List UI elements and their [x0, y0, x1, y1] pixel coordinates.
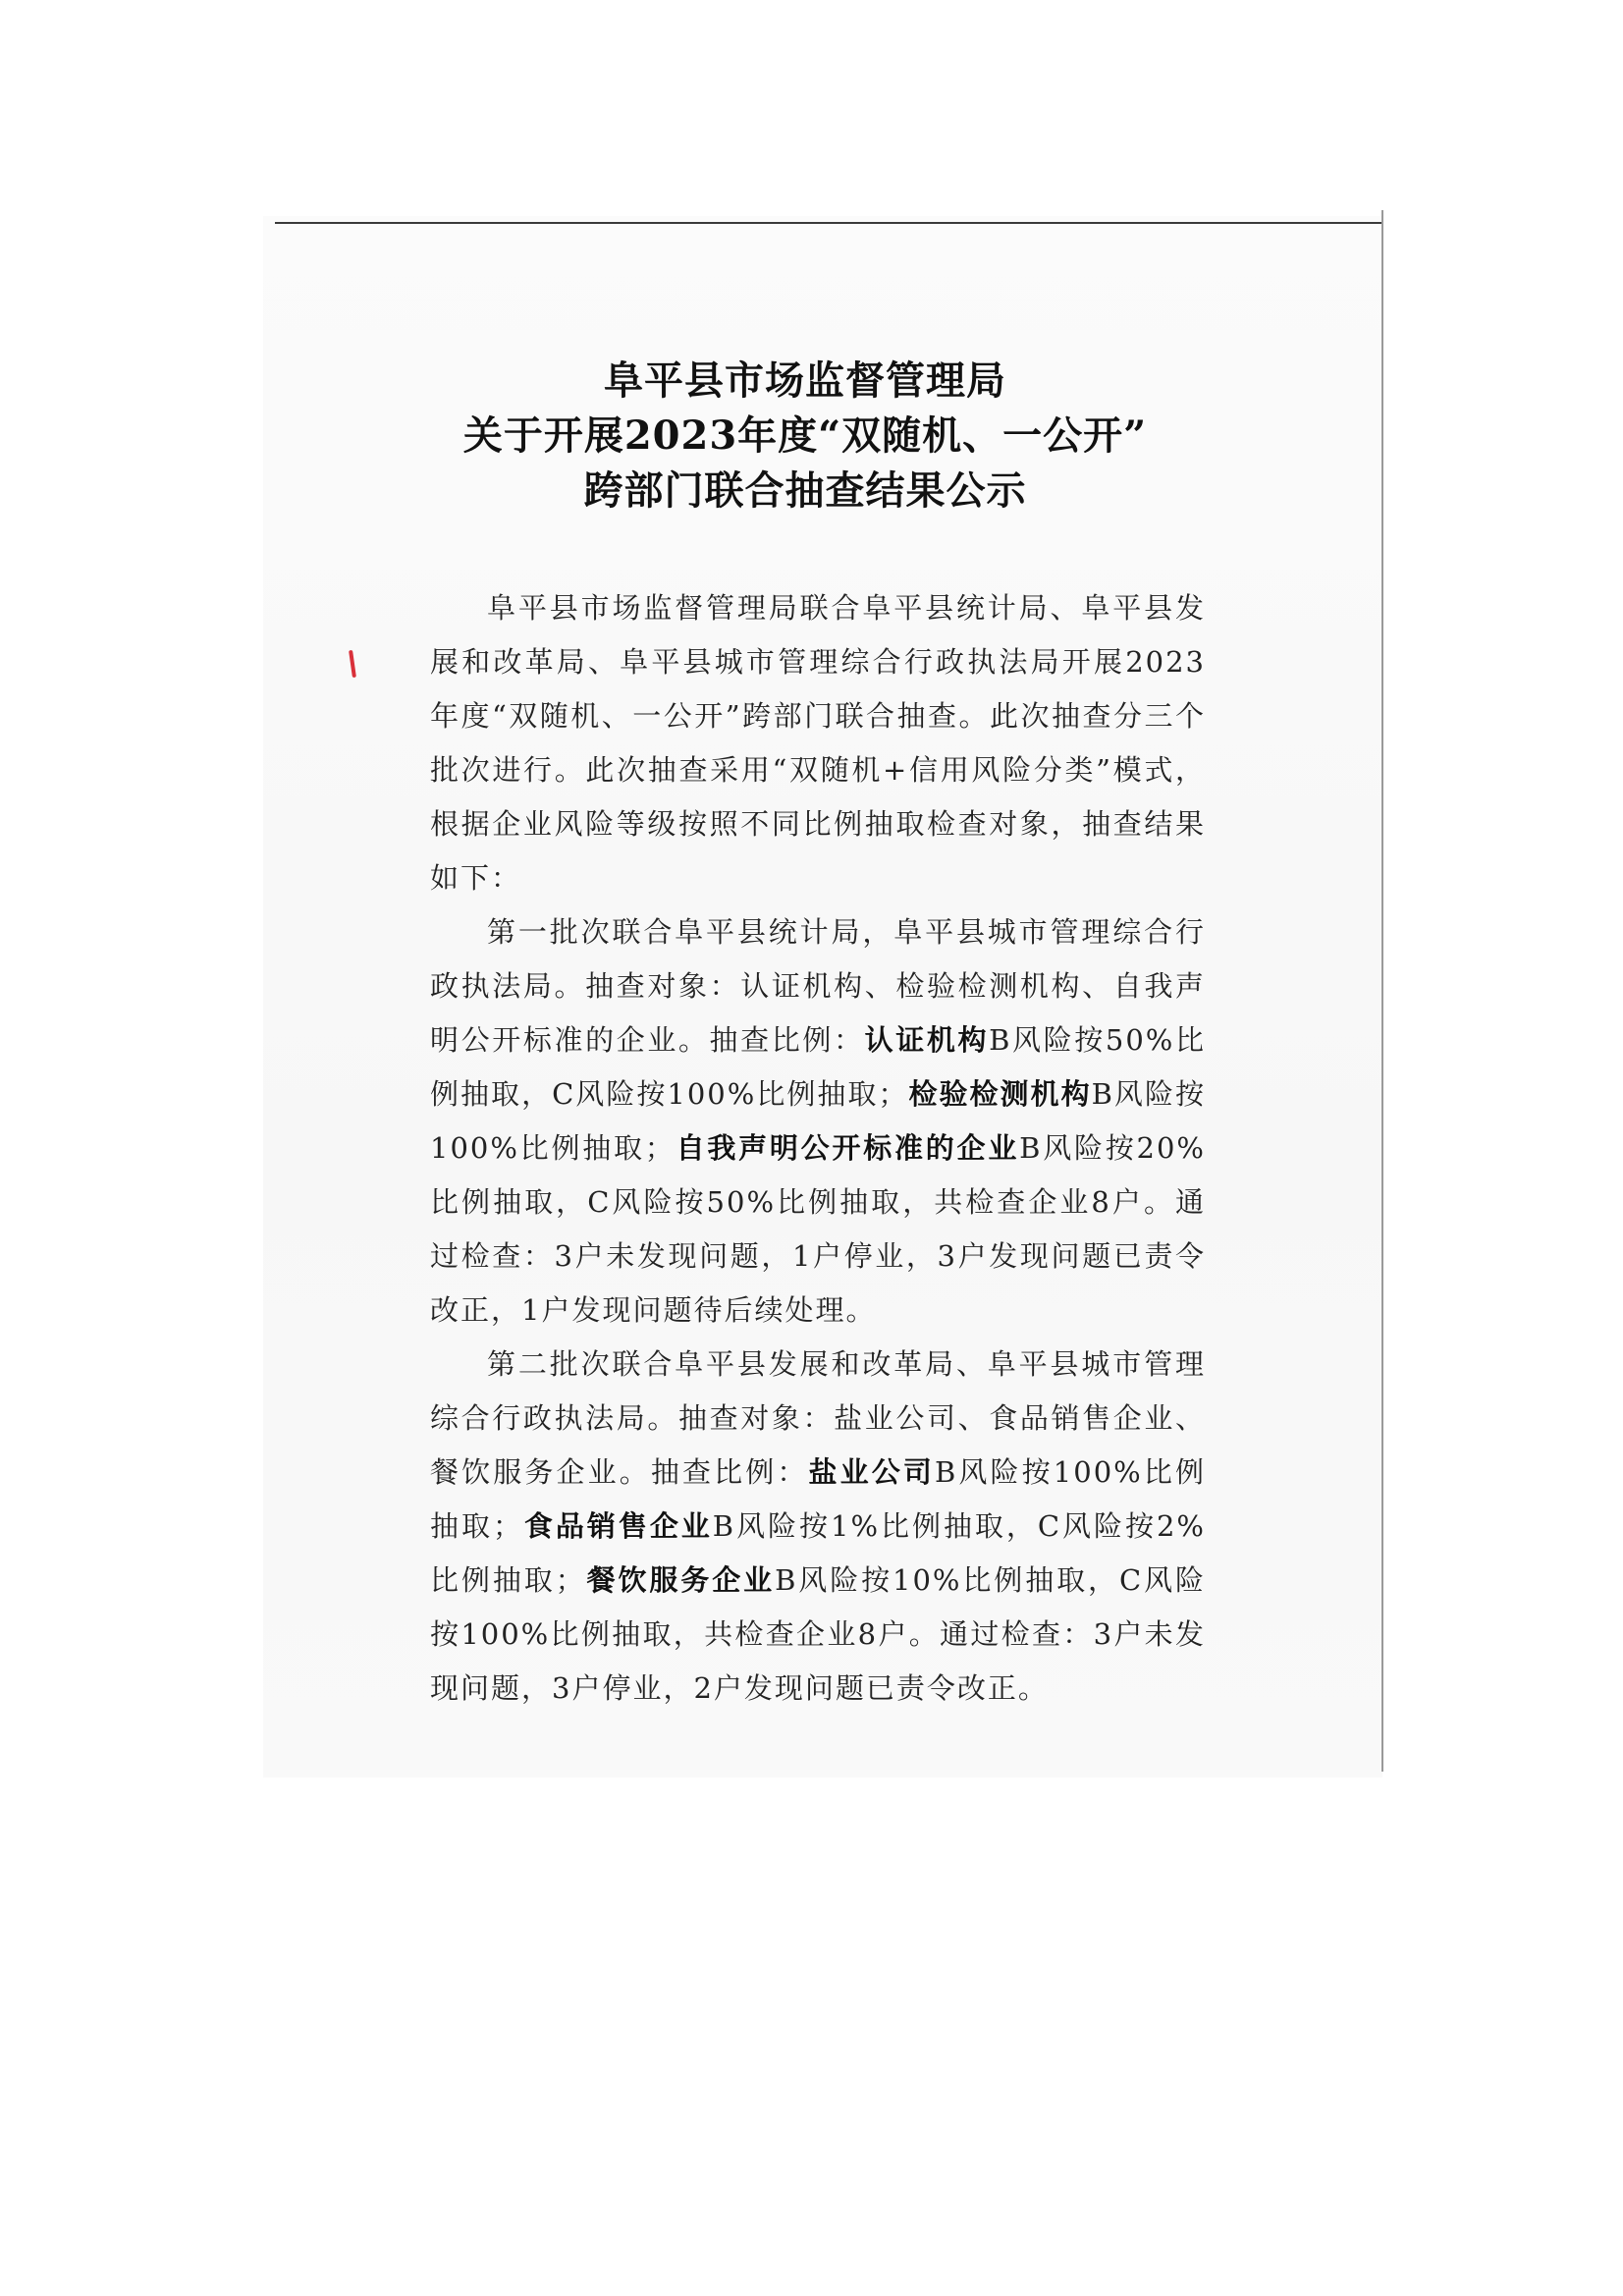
document-title [295, 354, 1316, 519]
right-border-line [1381, 210, 1383, 1772]
text-segment: B风险按10%比例抽取，C风险按100%比例抽取，共检查企业8户。通过检查：3户未发现问题，3户停业，2户发现问题已责令改正。 [430, 1563, 1206, 1705]
bold-term: 检验检测机构 [908, 1077, 1092, 1111]
text-segment: 第一批次联合阜平县统计局，阜平县城市管理综合行政执法局。抽查对象：认证机构、检验检测机构、自我声明公开标准的企业。抽查比例： [430, 915, 1206, 1057]
title-line-1: 阜平县市场监督管理局 [604, 357, 1006, 404]
text-segment: B风险按100%比例抽取； [430, 1455, 1206, 1543]
bold-term: 认证机构 [864, 1023, 990, 1057]
bold-term: 盐业公司 [808, 1455, 935, 1489]
text-segment: B风险按50%比例抽取，C风险按100%比例抽取； [430, 1023, 1206, 1111]
text-segment: B风险按20%比例抽取，C风险按50%比例抽取，共检查企业8户。通过检查：3户未发现问题，1户停业，3户发现问题已责令改正，1户发现问题待后续处理。 [430, 1131, 1206, 1327]
bold-term: 食品销售企业 [522, 1509, 713, 1543]
text-segment: B风险按1%比例抽取，C风险按2%比例抽取； [430, 1509, 1206, 1597]
text-segment: B风险按100%比例抽取； [430, 1077, 1206, 1165]
title-line-2: 关于开展2023年度“双随机、一公开” [462, 412, 1148, 459]
text-segment: 第二批次联合阜平县发展和改革局、阜平县城市管理综合行政执法局。抽查对象：盐业公司、食品销售企业、餐饮服务企业。抽查比例： [430, 1347, 1206, 1489]
bold-term: 自我声明公开标准的企业 [675, 1131, 1020, 1165]
top-border-line [275, 222, 1382, 224]
bold-term: 餐饮服务企业 [585, 1563, 776, 1597]
paragraph-batch-2 [430, 1338, 1206, 1716]
text-segment: 阜平县市场监督管理局联合阜平县统计局、阜平县发展和改革局、阜平县城市管理综合行政执法局开展2023年度“双随机、一公开”跨部门联合抽查。此次抽查分三个批次进行。此次抽查采用“双随机+信用风险分类”模式，根据企业风险等级按照不同比例抽取检查对象，抽查结果如下： [430, 591, 1206, 895]
document-body [430, 581, 1206, 1716]
paragraph-intro [430, 581, 1206, 905]
paragraph-batch-1 [430, 905, 1206, 1338]
title-line-3: 跨部门联合抽查结果公示 [583, 467, 1027, 514]
